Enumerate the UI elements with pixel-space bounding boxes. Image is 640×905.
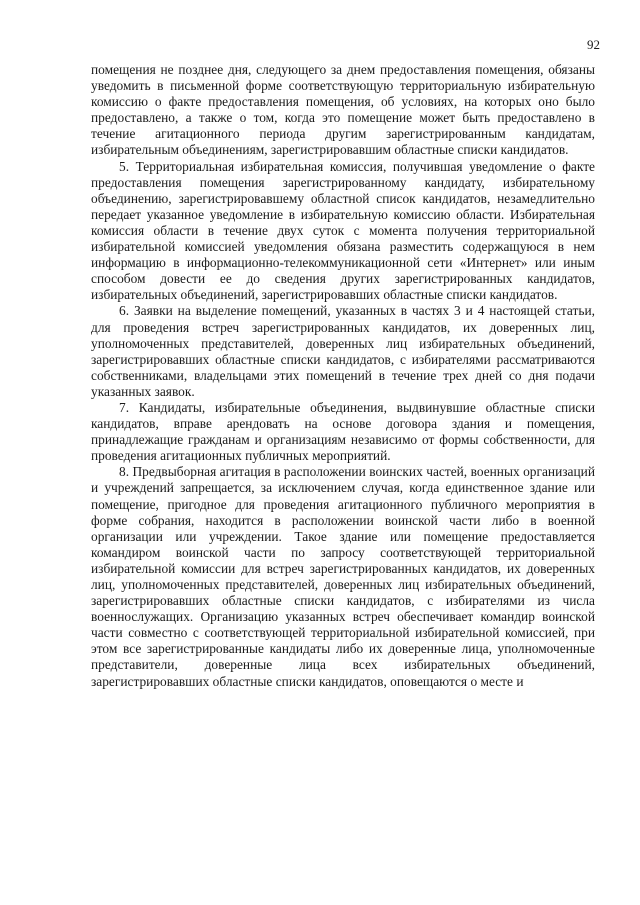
paragraph-5: 5. Территориальная избирательная комиссия, получившая уведомление о факте предоставления помещения зарегистрированному кандидату, избирательному объединению, зарегистрировавшему областной список кандидатов, незамедлительно передает указанное уведомление в избирательную комиссию области. Избирательная комиссия области в течение двух суток с момента получения территориальной избирательной комиссией уведомления обязана разместить содержащуюся в нем информацию в информационно-телекоммуникационной сети «Интернет» или иным способом довести ее до сведения других зарегистрированных кандидатов, избирательных объединений, зарегистрировавших областные списки кандидатов. — [91, 158, 595, 303]
paragraph-7: 7. Кандидаты, избирательные объединения, выдвинувшие областные списки кандидатов, вправе арендовать на основе договора здания и помещения, принадлежащие гражданам и организациям независимо от формы собственности, для проведения агитационных публичных мероприятий. — [91, 399, 595, 464]
document-body — [91, 62, 595, 690]
paragraph-6: 6. Заявки на выделение помещений, указанных в частях 3 и 4 настоящей статьи, для проведения встреч зарегистрированных кандидатов, их доверенных лиц, уполномоченных представителей, доверенных лиц избирательных объединений, зарегистрировавших областные списки кандидатов, с избирателями рассматриваются собственниками, владельцами этих помещений в течение трех дней со дня подачи указанных заявок. — [91, 303, 595, 399]
page-number: 92 — [587, 37, 600, 52]
paragraph-8: 8. Предвыборная агитация в расположении воинских частей, военных организаций и учреждений запрещается, за исключением случая, когда единственное здание или помещение, пригодное для проведения агитационного публичного мероприятия в форме собрания, находится в расположении воинской части либо в военной организации или учреждении. Такое здание или помещение предоставляется командиром воинской части по запросу соответствующей территориальной избирательной комиссии для встреч зарегистрированных кандидатов, их доверенных лиц, уполномоченных представителей, доверенных лиц избирательных объединений, зарегистрировавших областные списки кандидатов, с избирателями из числа военнослужащих. Организацию указанных встреч обеспечивает командир воинской части совместно с соответствующей территориальной избирательной комиссией, при этом все зарегистрированные кандидаты либо их доверенные лица, уполномоченные представители, доверенные лица всех избирательных объединений, зарегистрировавших областные списки кандидатов, оповещаются о месте и — [91, 464, 595, 689]
paragraph-continuation: помещения не позднее дня, следующего за днем предоставления помещения, обязаны уведомить в письменной форме соответствующую территориальную избирательную комиссию о факте предоставления помещения, об условиях, на которых оно было предоставлено, а также о том, когда это помещение может быть предоставлено в течение агитационного периода другим зарегистрированным кандидатам, избирательным объединениям, зарегистрировавшим областные списки кандидатов. — [91, 62, 595, 158]
